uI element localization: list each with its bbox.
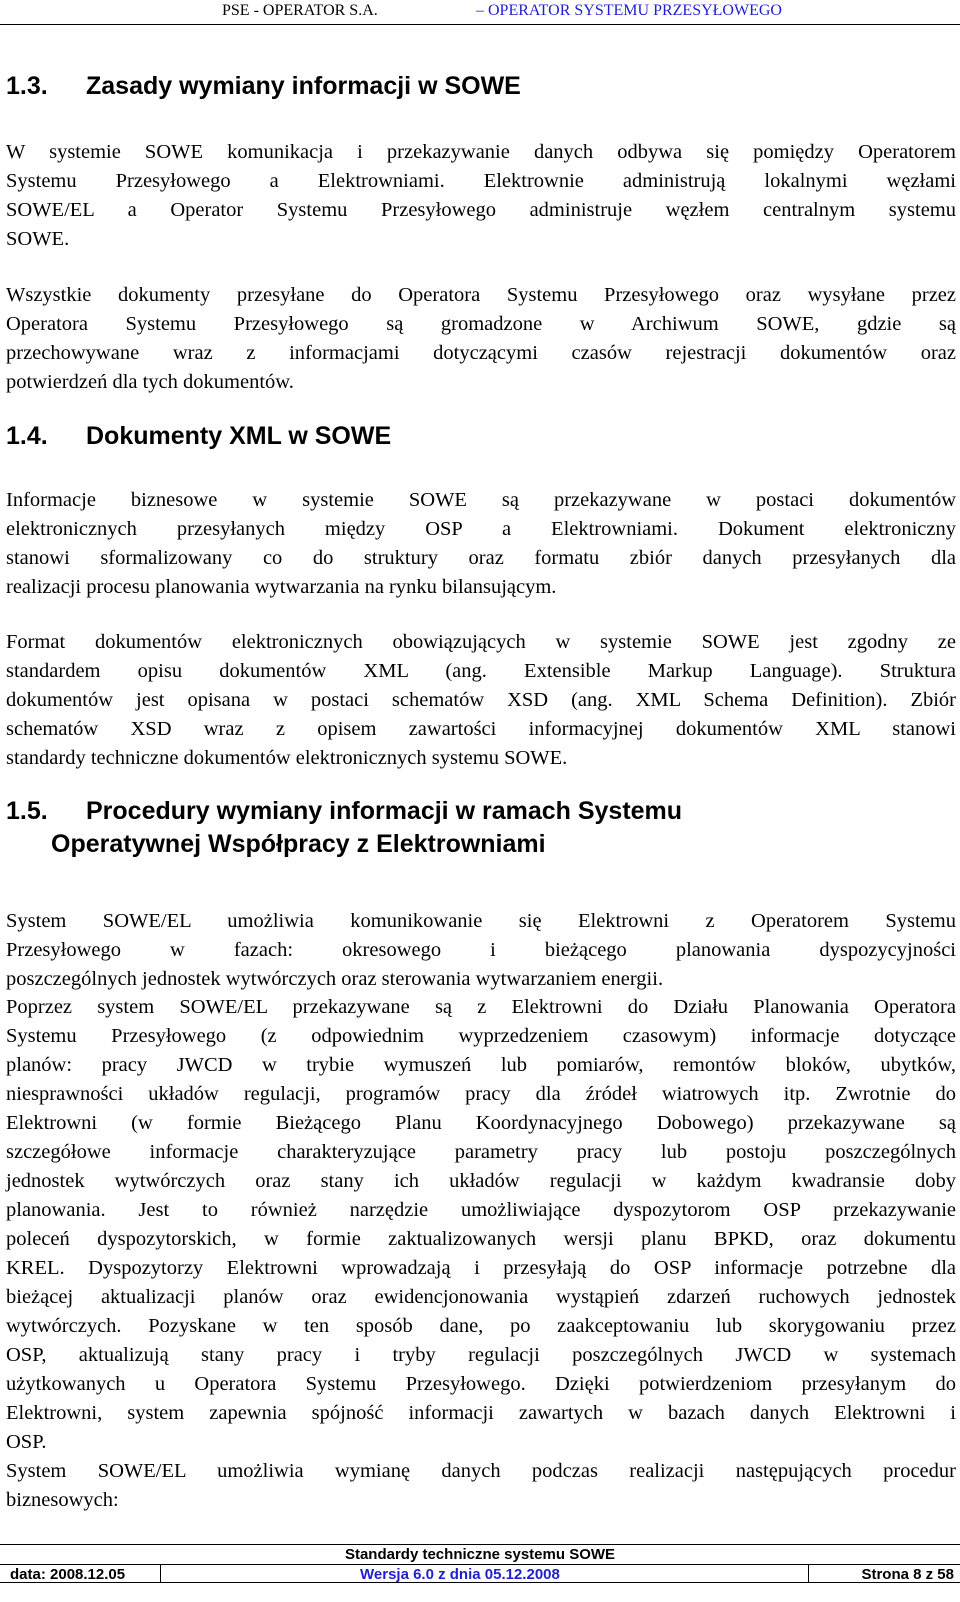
paragraph-line: Format dokumentów elektronicznych obowiązujących w systemie SOWE jest zgodny ze <box>6 631 956 653</box>
paragraph-line: Elektrowni, system zapewnia spójność informacji zawartych w bazach danych Elektrowni i <box>6 1402 956 1424</box>
paragraph <box>6 138 956 254</box>
paragraph-line: OSP. <box>6 1431 47 1453</box>
paragraph-line: Operatora Systemu Przesyłowego są gromadzone w Archiwum SOWE, gdzie są <box>6 313 956 335</box>
section-title-line-1: Procedury wymiany informacji w ramach Systemu <box>86 797 683 825</box>
section-heading-1-3 <box>6 70 521 103</box>
section-title: Zasady wymiany informacji w SOWE <box>86 72 521 100</box>
paragraph-line: Przesyłowego w fazach: okresowego i bieżącego planowania dyspozycyjności <box>6 939 956 961</box>
paragraph-line: poszczególnych jednostek wytwórczych oraz sterowania wytwarzaniem energii. <box>6 968 664 990</box>
page-header <box>0 0 960 26</box>
section-number: 1.4. <box>6 422 48 450</box>
paragraph-line: wytwórczych. Pozyskane w ten sposób dane, po zaakceptowaniu lub skorygowaniu przez <box>6 1315 956 1337</box>
paragraph-line: planów: pracy JWCD w trybie wymuszeń lub pomiarów, remontów bloków, ubytków, <box>6 1054 956 1076</box>
footer-divider <box>0 1544 960 1545</box>
footer-title: Standardy techniczne systemu SOWE <box>344 1546 616 1563</box>
section-heading-1-4 <box>6 420 391 453</box>
paragraph-line: standardy techniczne dokumentów elektronicznych systemu SOWE. <box>6 747 568 769</box>
paragraph-line: System SOWE/EL umożliwia wymianę danych podczas realizacji następujących procedur <box>6 1460 956 1482</box>
header-operator: – OPERATOR SYSTEMU PRZESYŁOWEGO <box>476 2 782 19</box>
paragraph <box>6 281 956 397</box>
paragraph-line: biznesowych: <box>6 1489 119 1511</box>
paragraph-line: W systemie SOWE komunikacja i przekazywanie danych odbywa się pomiędzy Operatorem <box>6 141 956 163</box>
section-number: 1.5. <box>6 797 48 825</box>
paragraph-line: KREL. Dyspozytorzy Elektrowni wprowadzają i przesyłają do OSP informacje potrzebne dla <box>6 1257 956 1279</box>
footer-page-number: Strona 8 z 58 <box>861 1566 954 1583</box>
paragraph-line: użytkowanych u Operatora Systemu Przesyłowego. Dzięki potwierdzeniom przesyłanym do <box>6 1373 956 1395</box>
paragraph-line: OSP, aktualizują stany pracy i tryby regulacji poszczególnych JWCD w systemach <box>6 1344 956 1366</box>
paragraph-line: Systemu Przesyłowego a Elektrowniami. Elektrownie administrują lokalnymi węzłami <box>6 170 956 192</box>
footer-divider <box>0 1582 960 1583</box>
paragraph-line: jednostek wytwórczych oraz stany ich układów regulacji w każdym kwadransie doby <box>6 1170 956 1192</box>
paragraph-line: dokumentów jest opisana w postaci schematów XSD (ang. XML Schema Definition). Zbiór <box>6 689 956 711</box>
paragraph-line: niesprawności układów regulacji, programów pracy dla źródeł wiatrowych itp. Zwrotnie do <box>6 1083 956 1105</box>
paragraph-line: szczegółowe informacje charakteryzujące parametry pracy lub postoju poszczególnych <box>6 1141 956 1163</box>
footer-date: data: 2008.12.05 <box>10 1566 126 1583</box>
paragraph-line: poleceń dyspozytorskich, w formie zaktualizowanych wersji planu BPKD, oraz dokumentu <box>6 1228 956 1250</box>
header-company: PSE - OPERATOR S.A. <box>222 2 378 19</box>
paragraph-line: Systemu Przesyłowego (z odpowiednim wyprzedzeniem czasowym) informacje dotyczące <box>6 1025 956 1047</box>
paragraph-line: Wszystkie dokumenty przesyłane do Operatora Systemu Przesyłowego oraz wysyłane przez <box>6 284 956 306</box>
paragraph-line: SOWE/EL a Operator Systemu Przesyłowego administruje węzłem centralnym systemu <box>6 199 956 221</box>
paragraph-line: realizacji procesu planowania wytwarzania na rynku bilansującym. <box>6 576 557 598</box>
paragraph <box>6 907 956 994</box>
paragraph-line: stanowi sformalizowany co do struktury oraz formatu zbiór danych przesyłanych dla <box>6 547 956 569</box>
footer-divider <box>0 1564 960 1565</box>
footer-separator <box>160 1564 161 1582</box>
paragraph <box>6 628 956 773</box>
footer-separator <box>808 1564 809 1582</box>
paragraph-line: schematów XSD wraz z opisem zawartości informacyjnej dokumentów XML stanowi <box>6 718 956 740</box>
paragraph-line: Elektrowni (w formie Bieżącego Planu Koordynacyjnego Dobowego) przekazywane są <box>6 1112 956 1134</box>
paragraph-line: przechowywane wraz z informacjami dotyczącymi czasów rejestracji dokumentów oraz <box>6 342 956 364</box>
header-divider <box>0 24 960 25</box>
paragraph-line: SOWE. <box>6 228 70 250</box>
paragraph-line: Poprzez system SOWE/EL przekazywane są z Elektrowni do Działu Planowania Operatora <box>6 996 956 1018</box>
paragraph <box>6 1457 956 1515</box>
paragraph <box>6 993 956 1457</box>
paragraph-line: Informacje biznesowe w systemie SOWE są przekazywane w postaci dokumentów <box>6 489 956 511</box>
paragraph-line: potwierdzeń dla tych dokumentów. <box>6 371 294 393</box>
section-title: Dokumenty XML w SOWE <box>86 422 392 450</box>
paragraph-line: standardem opisu dokumentów XML (ang. Extensible Markup Language). Struktura <box>6 660 956 682</box>
section-title-line-2: Operatywnej Współpracy z Elektrowniami <box>51 830 546 858</box>
page-footer <box>0 1544 960 1602</box>
paragraph-line: bieżącej aktualizacji planów oraz ewidencjonowania wystąpień zdarzeń ruchowych jednostek <box>6 1286 956 1308</box>
section-heading-1-5 <box>6 795 682 861</box>
paragraph-line: elektronicznych przesyłanych między OSP a Elektrowniami. Dokument elektroniczny <box>6 518 956 540</box>
paragraph-line: planowania. Jest to również narzędzie umożliwiające dyspozytorom OSP przekazywanie <box>6 1199 956 1221</box>
paragraph <box>6 486 956 602</box>
section-number: 1.3. <box>6 72 48 100</box>
footer-version: Wersja 6.0 z dnia 05.12.2008 <box>360 1566 560 1583</box>
paragraph-line: System SOWE/EL umożliwia komunikowanie się Elektrowni z Operatorem Systemu <box>6 910 956 932</box>
